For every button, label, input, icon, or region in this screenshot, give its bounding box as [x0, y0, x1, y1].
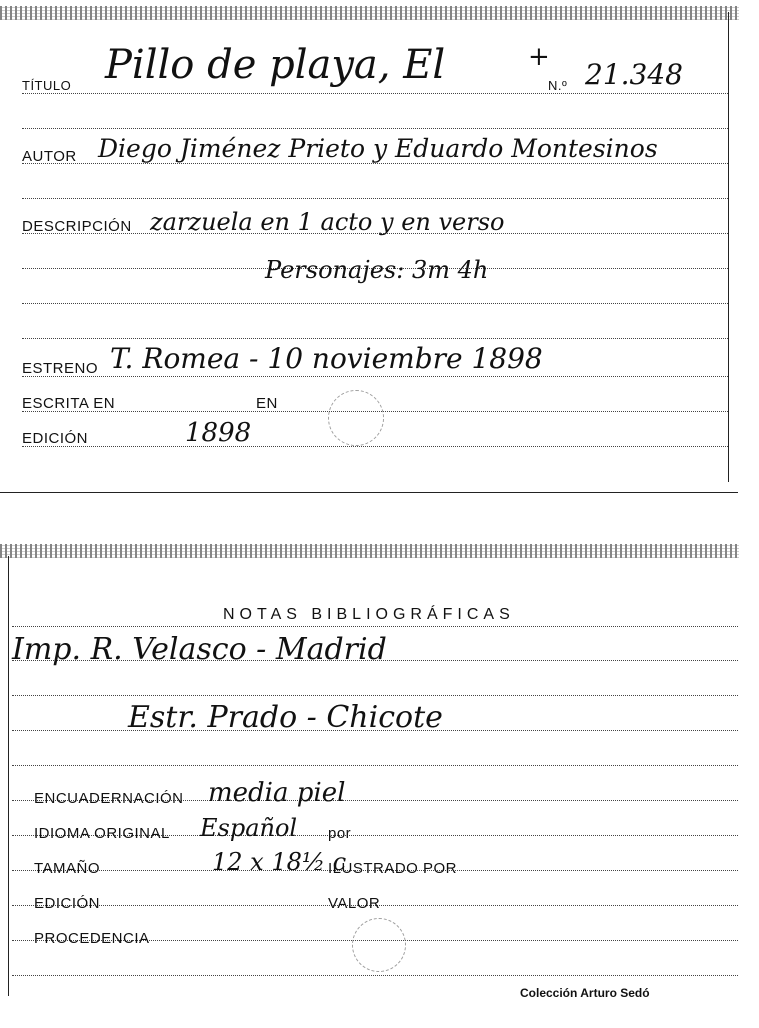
- en-label: EN: [256, 395, 278, 412]
- rule-line: [22, 376, 728, 377]
- titulo-value: Pillo de playa, El: [105, 42, 446, 88]
- rule-line: [22, 93, 728, 94]
- escrita-en-label: ESCRITA EN: [22, 395, 116, 412]
- por-label: por: [328, 825, 352, 842]
- rule-line: [22, 198, 728, 199]
- idioma-value: Español: [200, 814, 298, 842]
- autor-label: AUTOR: [22, 148, 77, 165]
- faded-stamp: [328, 390, 384, 446]
- note-line-2: Estr. Prado - Chicote: [128, 700, 443, 735]
- tamano-label: TAMAÑO: [34, 860, 101, 877]
- bottom-catalog-card: [0, 538, 759, 1008]
- titulo-label: TÍTULO: [22, 78, 72, 93]
- top-catalog-card: [0, 0, 759, 495]
- rule-line: [22, 128, 728, 129]
- estreno-value: T. Romea - 10 noviembre 1898: [110, 342, 543, 375]
- estreno-label: ESTRENO: [22, 360, 99, 377]
- procedencia-label: PROCEDENCIA: [34, 930, 150, 947]
- encuadernacion-value: media piel: [208, 778, 346, 808]
- numero-value: 21.348: [585, 58, 683, 91]
- cross-mark: +: [528, 42, 550, 72]
- card-right-border: [728, 12, 729, 482]
- card-bottom-edge: [0, 492, 738, 493]
- descripcion-value: zarzuela en 1 acto y en verso: [150, 208, 505, 236]
- note-line-1: Imp. R. Velasco - Madrid: [12, 632, 387, 667]
- descripcion-label: DESCRIPCIÓN: [22, 218, 132, 235]
- rule-line: [12, 695, 738, 696]
- edicion-value: 1898: [185, 418, 252, 448]
- ilustrado-label: ILUSTRADO POR: [328, 860, 458, 877]
- rule-line: [22, 446, 728, 447]
- rule-line: [22, 338, 728, 339]
- encuadernacion-label: ENCUADERNACIÓN: [34, 790, 184, 807]
- rule-line: [12, 765, 738, 766]
- tamano-value: 12 x 18½ c: [212, 848, 347, 876]
- rule-line: [12, 626, 738, 627]
- card-left-border: [8, 556, 9, 996]
- idioma-label: IDIOMA ORIGINAL: [34, 825, 170, 842]
- scan-noise-top: [0, 6, 739, 20]
- edicion-label: EDICIÓN: [22, 430, 89, 447]
- numero-label: N.º: [548, 78, 568, 93]
- scan-noise-top: [0, 544, 739, 558]
- faded-stamp: [352, 918, 406, 972]
- collection-footer: Colección Arturo Sedó: [520, 986, 650, 1000]
- rule-line: [12, 975, 738, 976]
- descripcion-extra: Personajes: 3m 4h: [265, 256, 489, 284]
- notas-heading: NOTAS BIBLIOGRÁFICAS: [223, 606, 515, 623]
- autor-value: Diego Jiménez Prieto y Eduardo Montesinos: [98, 134, 658, 163]
- edicion-label: EDICIÓN: [34, 895, 101, 912]
- rule-line: [22, 163, 728, 164]
- rule-line: [22, 303, 728, 304]
- valor-label: VALOR: [328, 895, 381, 912]
